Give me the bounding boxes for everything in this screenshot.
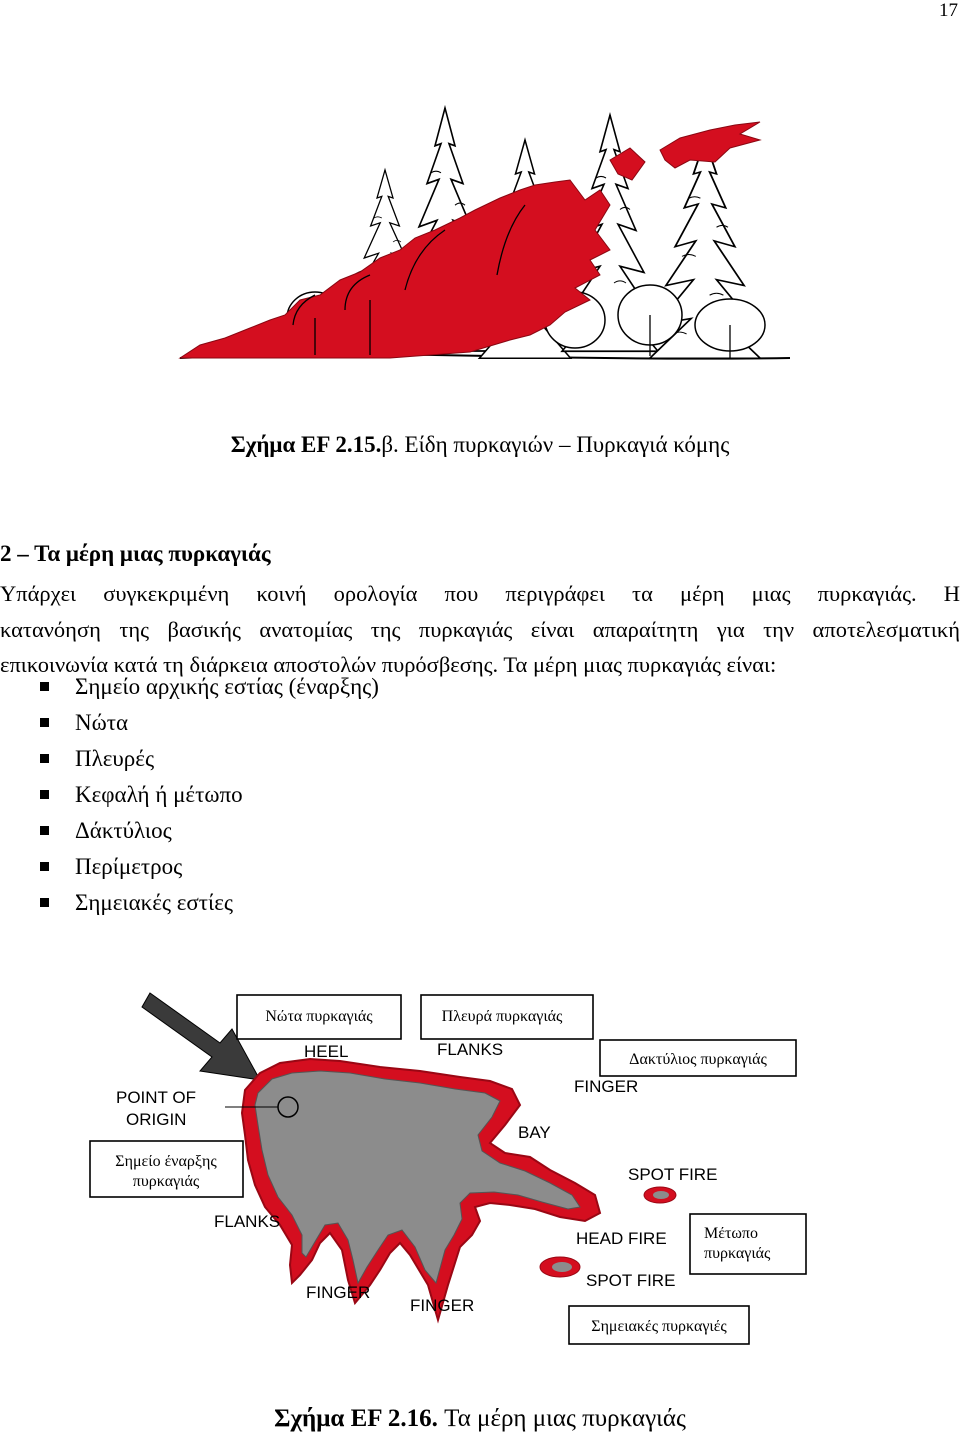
fire-parts-list — [0, 669, 379, 921]
label-finger-bottom-1: FINGER — [306, 1283, 371, 1302]
square-bullet-icon — [40, 754, 49, 763]
box-flank-text: Πλευρά πυρκαγιάς — [441, 1008, 563, 1025]
square-bullet-icon — [40, 826, 49, 835]
list-item — [0, 813, 379, 849]
box-origin — [90, 1141, 243, 1197]
list-item-text: Πλευρές — [75, 746, 155, 771]
square-bullet-icon — [40, 718, 49, 727]
list-item — [0, 705, 379, 741]
box-flank — [421, 995, 593, 1039]
label-flanks-top: FLANKS — [437, 1040, 504, 1059]
label-finger-bottom-2: FINGER — [410, 1296, 475, 1315]
square-bullet-icon — [40, 898, 49, 907]
crown-fire-illustration — [170, 90, 800, 380]
intro-line: Υπάρχει συγκεκριμένη κοινή ορολογία που περιγράφει τα μέρη μιας πυρκαγιάς. Η — [0, 581, 960, 606]
figure-caption-fire-parts — [0, 1405, 960, 1433]
label-bay: BAY — [518, 1123, 551, 1142]
box-head — [690, 1214, 806, 1274]
list-item — [0, 885, 379, 921]
fire-parts-diagram — [80, 985, 810, 1355]
square-bullet-icon — [40, 862, 49, 871]
box-origin-text-1: Σημείο έναρξης — [115, 1153, 217, 1170]
label-head-fire: HEAD FIRE — [576, 1229, 667, 1248]
burned-area — [255, 1071, 580, 1283]
list-item-text: Περίμετρος — [75, 854, 183, 879]
list-item — [0, 741, 379, 777]
label-finger-top: FINGER — [574, 1077, 639, 1096]
box-finger — [600, 1040, 796, 1076]
intro-paragraph — [0, 576, 960, 683]
list-item-text: Σημειακές εστίες — [75, 890, 234, 915]
square-bullet-icon — [40, 682, 49, 691]
list-item — [0, 669, 379, 705]
square-bullet-icon — [40, 790, 49, 799]
list-item-text: Σημείο αρχικής εστίας (έναρξης) — [75, 674, 379, 699]
box-head-text-2: πυρκαγιάς — [704, 1245, 771, 1262]
label-spot-fire-1: SPOT FIRE — [628, 1165, 718, 1184]
label-heel: HEEL — [304, 1042, 349, 1061]
box-spot-text: Σημειακές πυρκαγιές — [591, 1318, 727, 1335]
intro-line: επικοινωνία κατά τη διάρκεια αποστολών πυρόσβεσης. Τα μέρη μιας πυρκαγιάς είναι: — [0, 652, 777, 677]
label-flanks-bottom: FLANKS — [214, 1212, 281, 1231]
label-point-of: POINT OF — [116, 1088, 196, 1107]
page-number: 17 — [939, 0, 958, 21]
caption-number: Σχήμα EF 2.16. — [274, 1405, 438, 1432]
box-spot — [569, 1306, 749, 1344]
caption-number: Σχήμα EF 2.15. — [230, 432, 382, 457]
intro-line: κατανόηση της βασικής ανατομίας της πυρκαγιάς είναι απαραίτητη για την αποτελεσματική — [0, 616, 960, 642]
label-spot-fire-2: SPOT FIRE — [586, 1271, 676, 1290]
box-heel-text: Νώτα πυρκαγιάς — [265, 1008, 373, 1025]
list-item-text: Νώτα — [75, 710, 129, 735]
figure-caption-crown-fire — [0, 432, 960, 458]
label-origin: ORIGIN — [126, 1110, 187, 1129]
box-heel — [237, 995, 401, 1039]
caption-text: β. Είδη πυρκαγιών – Πυρκαγιά κόμης — [381, 432, 730, 457]
list-item-text: Κεφαλή ή μέτωπο — [75, 782, 243, 807]
list-item-text: Δάκτύλιος — [75, 818, 172, 843]
box-origin-text-2: πυρκαγιάς — [132, 1173, 200, 1190]
box-head-text-1: Μέτωπο — [704, 1225, 758, 1242]
list-item — [0, 777, 379, 813]
box-finger-text: Δακτύλιος πυρκαγιάς — [629, 1051, 767, 1068]
caption-text: Τα μέρη μιας πυρκαγιάς — [444, 1405, 686, 1432]
section-heading: 2 – Τα μέρη μιας πυρκαγιάς — [0, 541, 271, 566]
list-item — [0, 849, 379, 885]
